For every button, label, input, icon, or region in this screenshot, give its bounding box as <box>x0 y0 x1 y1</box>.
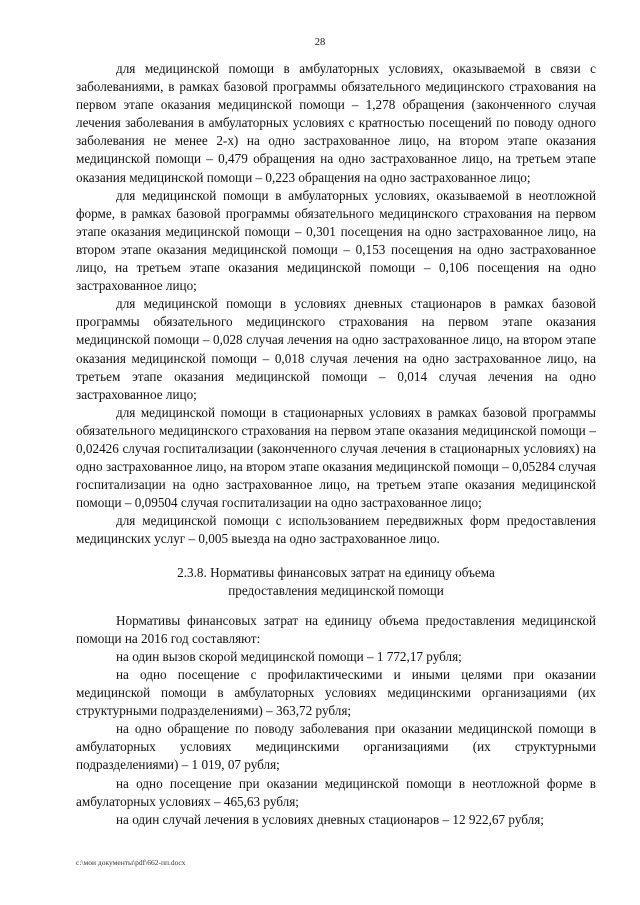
paragraph-disease-visit-cost: на одно обращение по поводу заболевания при оказании медицинской помощи в амбулаторных условиях медицинскими организациями (их структурными подразделениями) – 1 019, 07 рубля; <box>76 721 596 773</box>
paragraph-outpatient-disease: для медицинской помощи в амбулаторных условиях, оказываемой в связи с заболеваниями, в рамках базовой программы обязательного медицинского страхования на первом этапе оказания медицинской помощи – 1,278 обращения (законченного случая лечения заболевания в амбулаторных условиях с кратностью посещений по поводу одного заболевания не менее 2-х) на одно застрахованное лицо, на втором этапе оказания медицинской помощи – 0,479 обращения на одно застрахованное лицо, на третьем этапе оказания медицинской помощи – 0,223 обращения на одно застрахованное лицо; <box>76 61 596 185</box>
paragraph-urgent-visit-cost: на одно посещение при оказании медицинской помощи в неотложной форме в амбулаторных условиях – 465,63 рубля; <box>76 775 596 809</box>
paragraph-day-hospital: для медицинской помощи в условиях дневных стационаров в рамках базовой программы обязательного медицинского страхования на первом этапе оказания медицинской помощи – 0,028 случая лечения на одно застрахованное лицо, на втором этапе оказания медицинской помощи – 0,018 случая лечения на одно застрахованное лицо, на третьем этапе оказания медицинской помощи – 0,014 случая лечения на одно застрахованное лицо; <box>76 296 596 402</box>
paragraph-day-hospital-cost: на один случай лечения в условиях дневных стационаров – 12 922,67 рубля; <box>116 811 544 827</box>
paragraph-cost-intro: Нормативы финансовых затрат на единицу объема предоставления медицинской помощи на 2016 год составляют: <box>76 612 596 646</box>
document-body <box>76 60 596 829</box>
page-number: 28 <box>314 37 326 48</box>
section-heading <box>76 564 596 600</box>
section-heading-line-1: 2.3.8. Нормативы финансовых затрат на единицу объема <box>177 564 495 580</box>
paragraph-inpatient: для медицинской помощи в стационарных условиях в рамках базовой программы обязательного медицинского страхования на первом этапе оказания медицинской помощи – 0,02426 случая госпитализации (законченного случая лечения в стационарных условиях) на одно застрахованное лицо, на втором этапе оказания медицинской помощи – 0,05284 случая госпитализации на одно застрахованное лицо, на третьем этапе оказания медицинской помощи – 0,09504 случая госпитализации на одно застрахованное лицо; <box>76 404 596 511</box>
section-heading-line-2: предоставления медицинской помощи <box>228 582 444 598</box>
paragraph-outpatient-urgent: для медицинской помощи в амбулаторных условиях, оказываемой в неотложной форме, в рамках базовой программы обязательного медицинского страхования на первом этапе оказания медицинской помощи – 0,301 посещения на одно застрахованное лицо, на втором этапе оказания медицинской помощи – 0,153 посещения на одно застрахованное лицо, на третьем этапе оказания медицинской помощи – 0,106 посещения на одно застрахованное лицо; <box>76 187 596 294</box>
file-path-footer: c:\мои документы\pdf\662-пп.docx <box>76 858 186 867</box>
paragraph-ambulance-cost: на один вызов скорой медицинской помощи – 1 772,17 рубля; <box>116 648 462 664</box>
paragraph-mobile-services: для медицинской помощи с использованием передвижных форм предоставления медицинских услуг – 0,005 выезда на одно застрахованное лицо. <box>76 513 596 547</box>
paragraph-preventive-visit-cost: на одно посещение с профилактическими и иными целями при оказании медицинской помощи в амбулаторных условиях медицинскими организациями (их структурными подразделениями) – 363,72 рубля; <box>76 667 596 719</box>
